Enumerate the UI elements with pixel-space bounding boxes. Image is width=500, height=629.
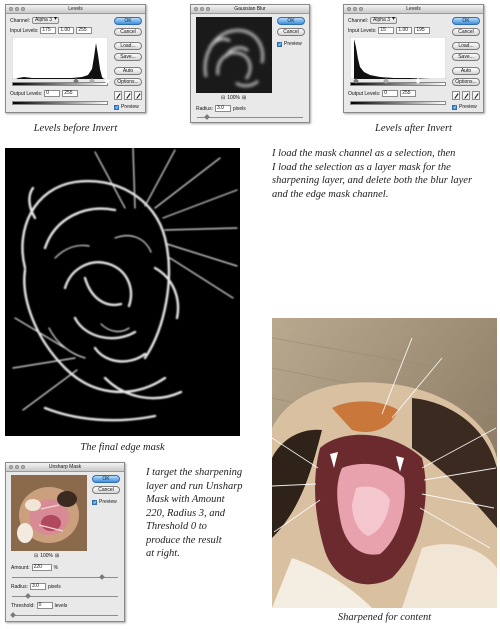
threshold-unit: levels [54, 602, 68, 609]
radius-slider[interactable] [25, 593, 31, 599]
black-eyedropper-icon[interactable] [452, 91, 460, 100]
radius-slider[interactable] [204, 114, 210, 120]
radius-field[interactable]: 3.0 [215, 105, 231, 112]
unsharp-title-bar [6, 463, 124, 472]
amount-unit: % [53, 564, 59, 571]
unsharp-line: layer and run Unsharp [146, 480, 243, 492]
input-black-field[interactable]: 175 [40, 27, 56, 34]
ok-button[interactable]: OK [452, 17, 480, 25]
output-black-field[interactable]: 0 [44, 90, 60, 97]
input-gradient [350, 82, 446, 86]
preview-checkbox[interactable]: ✓ [115, 104, 120, 111]
preview-checkbox[interactable]: ✓ [278, 41, 283, 48]
unsharp-mask-dialog: Unsharp Mask ⊟ 100% ⊞ OK Cancel ✓ Preview Amount: 220 % Radius: 3.0 pixels Threshold: 0 levels [5, 462, 125, 622]
ok-button[interactable]: OK [114, 17, 142, 25]
unsharp-title: Unsharp Mask [48, 464, 82, 470]
mask-paragraph [272, 147, 497, 201]
levels-title-bar [344, 5, 483, 14]
mask-line: sharpening layer, and delete both the blur layer [272, 175, 473, 186]
amount-slider[interactable] [99, 574, 105, 580]
radius-unit: pixels [47, 583, 61, 590]
histogram [12, 37, 108, 79]
mask-line: I load the selection as a layer mask for the [272, 161, 451, 173]
input-black-field[interactable]: 15 [378, 27, 394, 34]
levels-dialog-after [343, 4, 484, 113]
caption-sharpened: Sharpened for content [337, 612, 432, 623]
threshold-slider[interactable] [10, 612, 16, 618]
blur-preview-image [196, 17, 272, 93]
levels-dialog-before [5, 4, 146, 113]
levels-title-bar [6, 5, 145, 14]
cancel-button[interactable]: Cancel [92, 486, 120, 494]
preview-label: Preview [284, 41, 302, 47]
white-eyedropper-icon[interactable] [134, 91, 142, 100]
gray-eyedropper-icon[interactable] [462, 91, 470, 100]
caption-final-edge-mask: The final edge mask [80, 442, 165, 453]
output-levels-label: Output Levels: [348, 90, 381, 97]
preview-label: Preview [121, 104, 139, 110]
output-gradient [12, 101, 108, 105]
preview-label: Preview [99, 499, 117, 505]
gray-eyedropper-icon[interactable] [124, 91, 132, 100]
unsharp-line: produce the result [146, 534, 222, 546]
cancel-button[interactable]: Cancel [277, 28, 305, 36]
gaussian-title: Gaussian Blur [234, 6, 266, 12]
preview-checkbox[interactable]: ✓ [453, 104, 458, 111]
unsharp-paragraph [146, 466, 268, 561]
radius-label: Radius: [11, 583, 28, 590]
channel-label: Channel: [10, 17, 31, 24]
caption-levels-before: Levels before Invert [33, 123, 118, 134]
options-button[interactable]: Options... [114, 78, 142, 86]
radius-label: Radius: [196, 105, 213, 112]
output-white-field[interactable]: 255 [400, 90, 416, 97]
caption-levels-after: Levels after Invert [375, 123, 452, 134]
radius-field[interactable]: 3.0 [30, 583, 46, 590]
mask-line: and the edge mask channel. [272, 188, 389, 200]
output-gradient [350, 101, 446, 105]
radius-slider-track [197, 117, 303, 118]
unsharp-line: I target the sharpening [146, 467, 243, 478]
input-gradient [12, 82, 108, 86]
load-button[interactable]: Load... [114, 42, 142, 50]
output-levels-label: Output Levels: [10, 90, 43, 97]
options-button[interactable]: Options... [452, 78, 480, 86]
input-gamma-field[interactable]: 1.00 [396, 27, 412, 34]
unsharp-line: at right. [146, 548, 180, 559]
mask-line: I load the mask channel as a selection, then [272, 148, 456, 159]
threshold-slider-track [12, 615, 118, 616]
amount-label: Amount: [11, 564, 30, 571]
cancel-button[interactable]: Cancel [114, 28, 142, 36]
preview-label: Preview [459, 104, 477, 110]
auto-button[interactable]: Auto [452, 67, 480, 75]
threshold-field[interactable]: 0 [37, 602, 53, 609]
histogram [350, 37, 446, 79]
channel-select[interactable]: Alpha 3 ▾ [370, 17, 397, 24]
zoom-level: 100% [40, 553, 53, 559]
auto-button[interactable]: Auto [114, 67, 142, 75]
output-white-field[interactable]: 255 [62, 90, 78, 97]
white-eyedropper-icon[interactable] [472, 91, 480, 100]
input-white-field[interactable]: 255 [76, 27, 92, 34]
unsharp-line: 220, Radius 3, and [146, 507, 226, 519]
save-button[interactable]: Save... [114, 53, 142, 61]
channel-label: Channel: [348, 17, 369, 24]
save-button[interactable]: Save... [452, 53, 480, 61]
input-gamma-field[interactable]: 1.00 [58, 27, 74, 34]
levels-title: Levels [406, 6, 421, 12]
threshold-label: Threshold: [11, 602, 35, 609]
gaussian-title-bar [191, 5, 309, 14]
channel-select[interactable]: Alpha 3 ▾ [32, 17, 59, 24]
input-levels-label: Input Levels: [348, 27, 377, 34]
unsharp-line: Mask with Amount [146, 494, 225, 505]
amount-field[interactable]: 220 [32, 564, 52, 571]
radius-unit: pixels [232, 105, 246, 112]
levels-title: Levels [68, 6, 83, 12]
black-eyedropper-icon[interactable] [114, 91, 122, 100]
gaussian-blur-dialog: Gaussian Blur ⊟ 100% ⊞ OK Cancel ✓ Preview Radius: 3.0 pixels [190, 4, 310, 123]
cancel-button[interactable]: Cancel [452, 28, 480, 36]
unsharp-preview-image [11, 475, 87, 551]
input-levels-label: Input Levels: [10, 27, 39, 34]
preview-checkbox[interactable]: ✓ [93, 499, 98, 506]
ok-button[interactable]: OK [277, 17, 305, 25]
ok-button[interactable]: OK [92, 475, 120, 483]
load-button[interactable]: Load... [452, 42, 480, 50]
unsharp-line: Threshold 0 to [146, 521, 207, 532]
output-black-field[interactable]: 0 [382, 90, 398, 97]
input-white-field[interactable]: 195 [414, 27, 430, 34]
zoom-level: 100% [227, 95, 240, 101]
sharpened-cat-photo [272, 318, 497, 608]
edge-mask-image [5, 148, 240, 436]
